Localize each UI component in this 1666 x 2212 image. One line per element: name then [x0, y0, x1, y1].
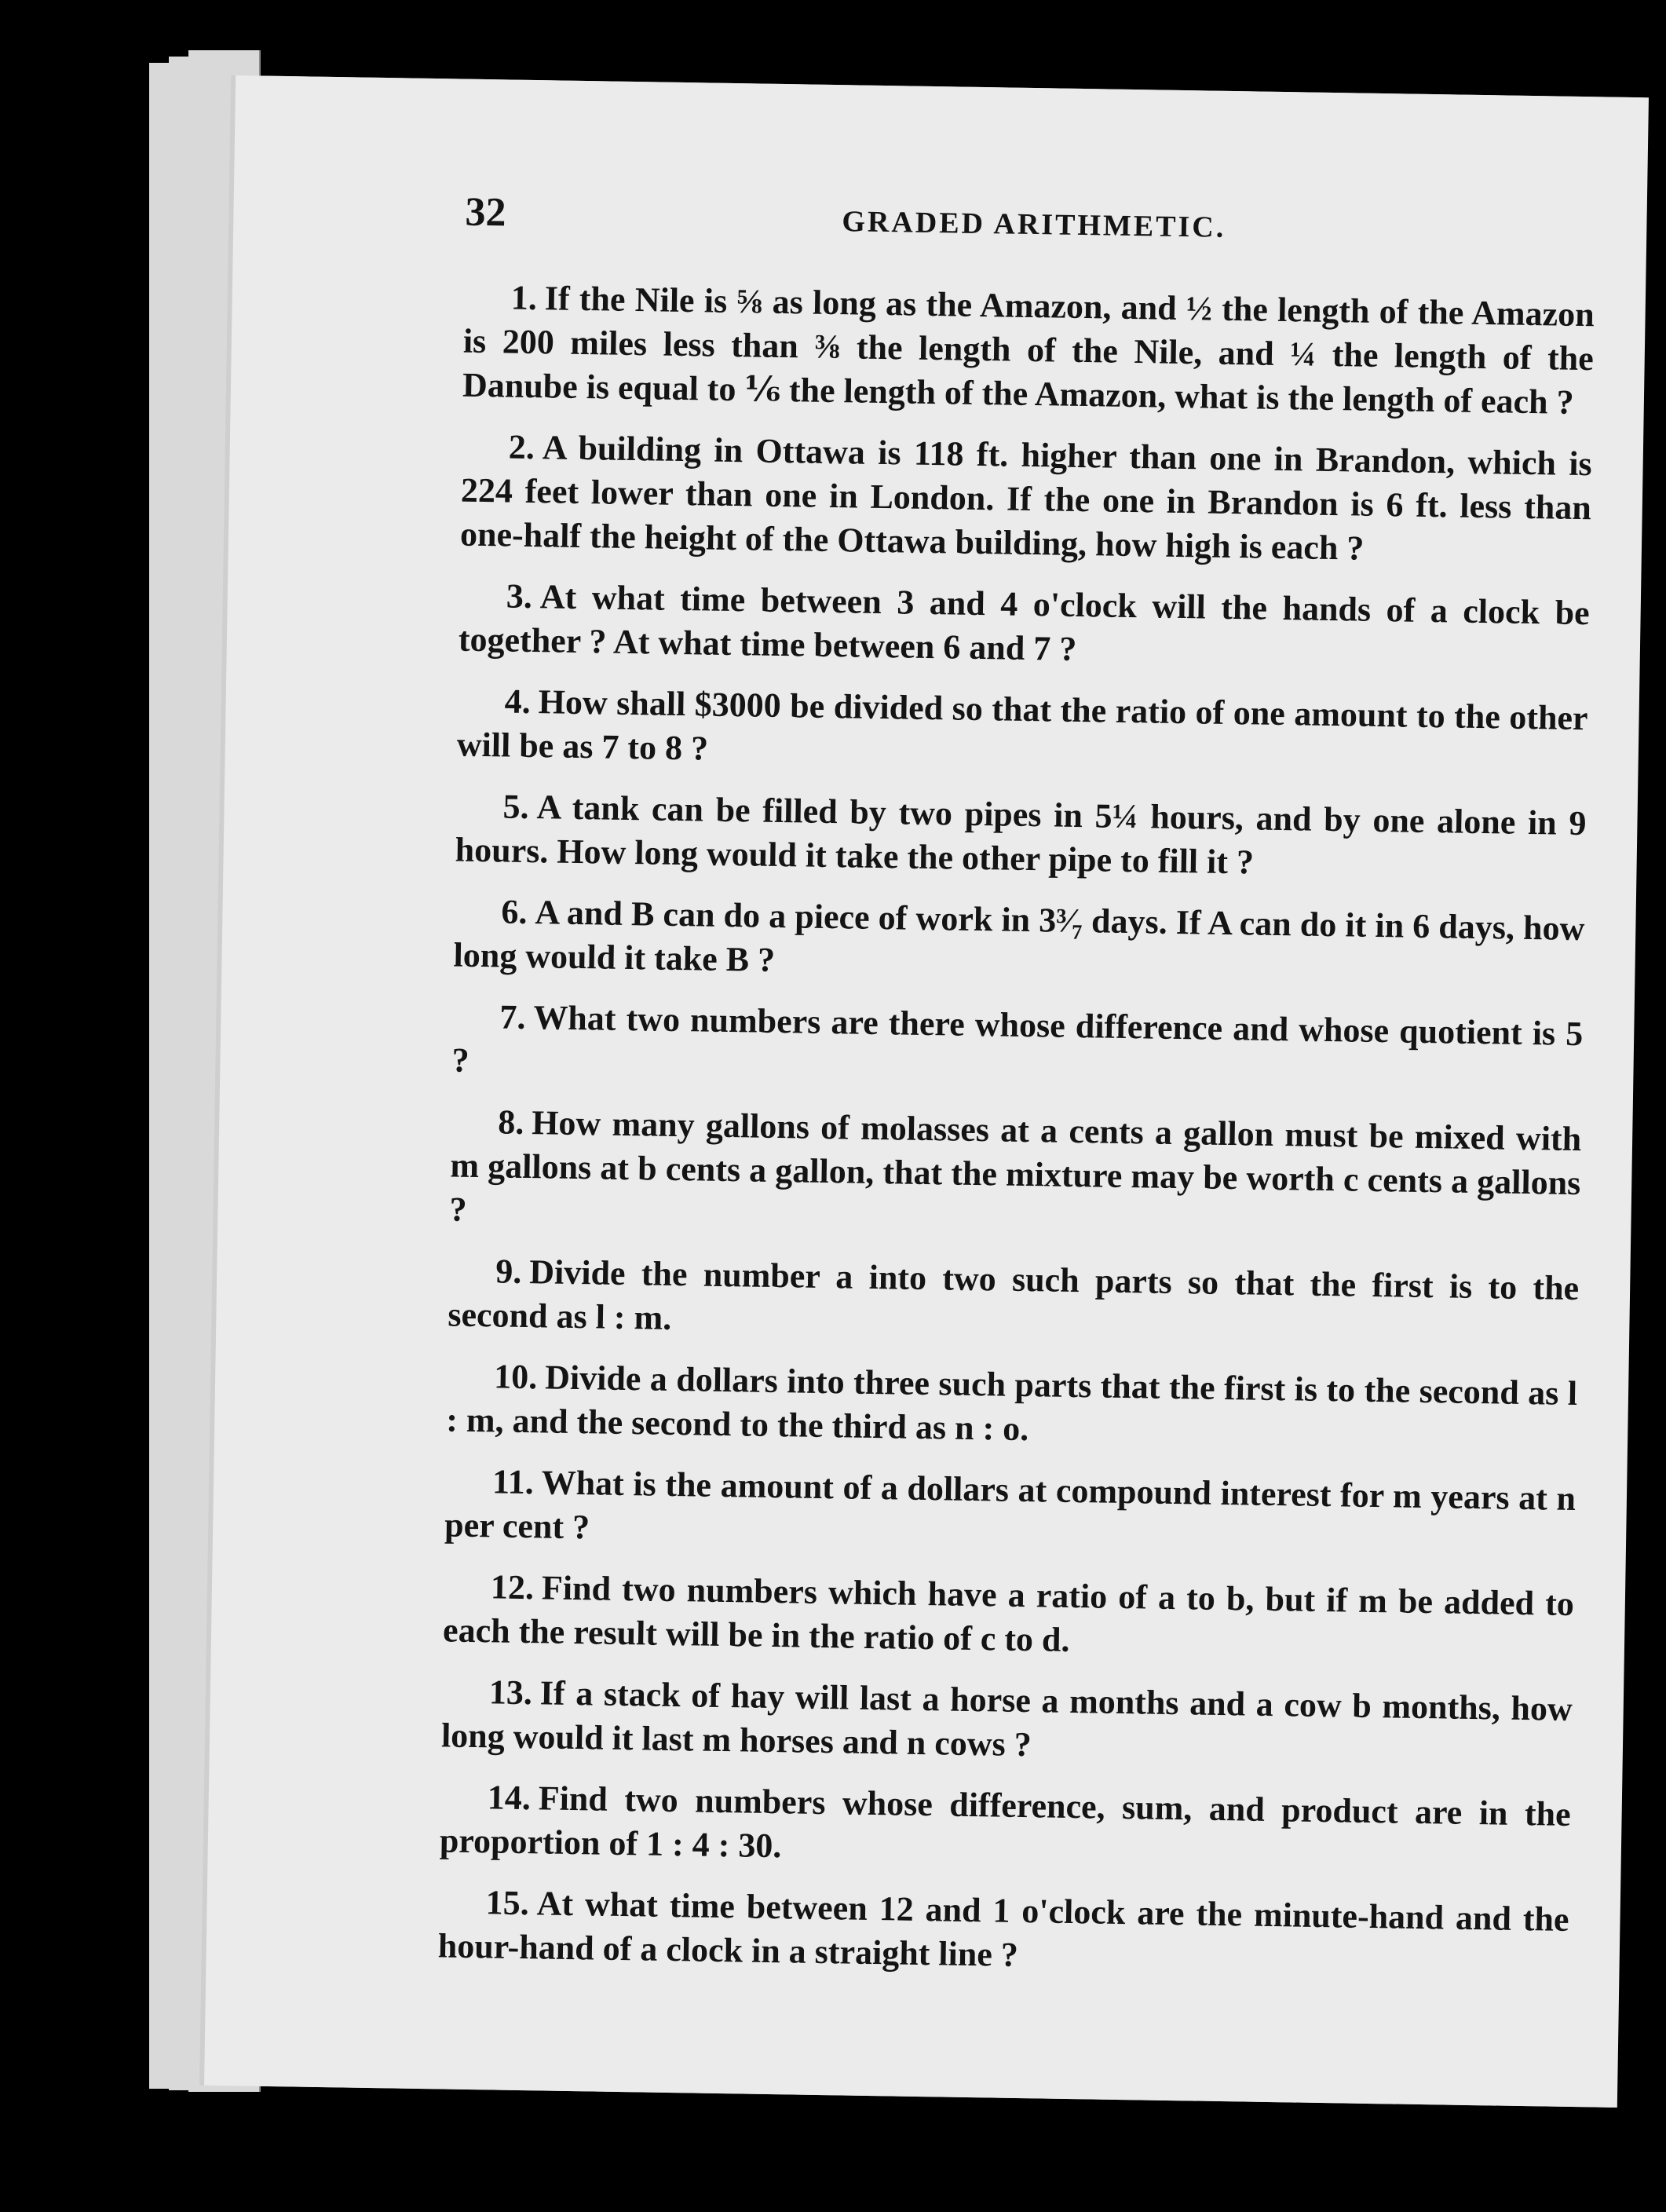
problem-number: 15. — [485, 1883, 530, 1923]
problem-text: Find two numbers whose difference, sum, and product are in the proportion of 1 : 4 : 30. — [439, 1779, 1572, 1866]
running-head — [465, 189, 1596, 278]
problem-number: 4. — [504, 682, 532, 722]
problem-item — [462, 276, 1595, 426]
page-number: 32 — [465, 189, 506, 236]
problem-item — [446, 1354, 1578, 1460]
problem-text: At what time between 12 and 1 o'clock are the minute-hand and the hour-hand of a clock in a straight line ? — [437, 1884, 1569, 1974]
problem-number: 14. — [487, 1778, 532, 1818]
problem-number: 13. — [488, 1673, 533, 1713]
problem-item — [456, 679, 1588, 785]
problem-text: Divide a dollars into three such parts that the first is to the second as l : m, and the second to the third as n : o. — [445, 1358, 1578, 1449]
problem-number: 11. — [491, 1462, 535, 1502]
problem-text: How many gallons of molasses at a cents a gallon must be mixed with m gallons at b cents a gallon, that the mixture may be worth c cents a gallons ? — [449, 1103, 1582, 1229]
problem-item — [439, 1775, 1571, 1881]
problem-number: 5. — [502, 787, 530, 826]
book-page — [204, 75, 1649, 2108]
problem-item — [459, 574, 1591, 680]
problem-item — [449, 1099, 1581, 1249]
problem-item — [448, 1249, 1580, 1355]
problem-text: What is the amount of a dollars at compound interest for m years at n per cent ? — [444, 1463, 1576, 1547]
problem-item — [451, 995, 1584, 1101]
running-title: GRADED ARITHMETIC. — [842, 205, 1226, 244]
problem-text: A building in Ottawa is 118 ft. higher than one in Brandon, which is 224 feet lower than one in London. If the one in Brandon is 6 ft. less than one-half the height of the Ottawa building, how high is each ? — [459, 428, 1593, 568]
problem-number: 3. — [506, 576, 533, 616]
page-content — [437, 189, 1596, 2003]
problem-item — [444, 1459, 1576, 1565]
problem-text: What two numbers are there whose difference and whose quotient is 5 ? — [451, 998, 1584, 1080]
problem-text: How shall $3000 be divided so that the ratio of one amount to the other will be as 7 to 8 ? — [456, 682, 1588, 768]
problem-number: 12. — [490, 1567, 535, 1607]
problem-item — [460, 425, 1592, 575]
problem-text: At what time between 3 and 4 o'clock will the hands of a clock be together ? At what time between 6 and 7 ? — [458, 577, 1591, 668]
problem-text: Find two numbers which have a ratio of a to b, but if m be added to each the result will be in the ratio of c to d. — [442, 1568, 1575, 1659]
problem-item — [443, 1564, 1575, 1670]
problem-item — [437, 1880, 1569, 1986]
problem-text: If the Nile is ⅝ as long as the Amazon, and ½ the length of the Amazon is 200 miles less than ⅜ the length of the Nile, and ¼ the length of the Danube is equal to ⅙ the length of the Amazon, what is the length of each ? — [462, 279, 1595, 422]
problem-number: 9. — [495, 1252, 522, 1291]
problem-item — [453, 890, 1585, 996]
problem-item — [441, 1669, 1573, 1775]
problem-number: 8. — [497, 1102, 524, 1142]
problem-item — [455, 784, 1587, 890]
problem-text: If a stack of hay will last a horse a months and a cow b months, how long would it last m horses and n cows ? — [440, 1673, 1573, 1764]
problem-list — [437, 276, 1595, 1986]
problem-number: 6. — [501, 892, 528, 931]
problem-text: A tank can be filled by two pipes in 5¼ hours, and by one alone in 9 hours. How long would it take the other pipe to fill it ? — [455, 788, 1587, 882]
problem-text: Divide the number a into two such parts so that the first is to the second as l : m. — [448, 1252, 1580, 1337]
problem-text: A and B can do a piece of work in 3³⁄₇ days. If A can do it in 6 days, how long would it take B ? — [453, 893, 1585, 979]
problem-number: 1. — [510, 278, 538, 318]
problem-number: 2. — [508, 427, 535, 467]
problem-number: 7. — [499, 997, 526, 1037]
problem-number: 10. — [493, 1357, 538, 1397]
